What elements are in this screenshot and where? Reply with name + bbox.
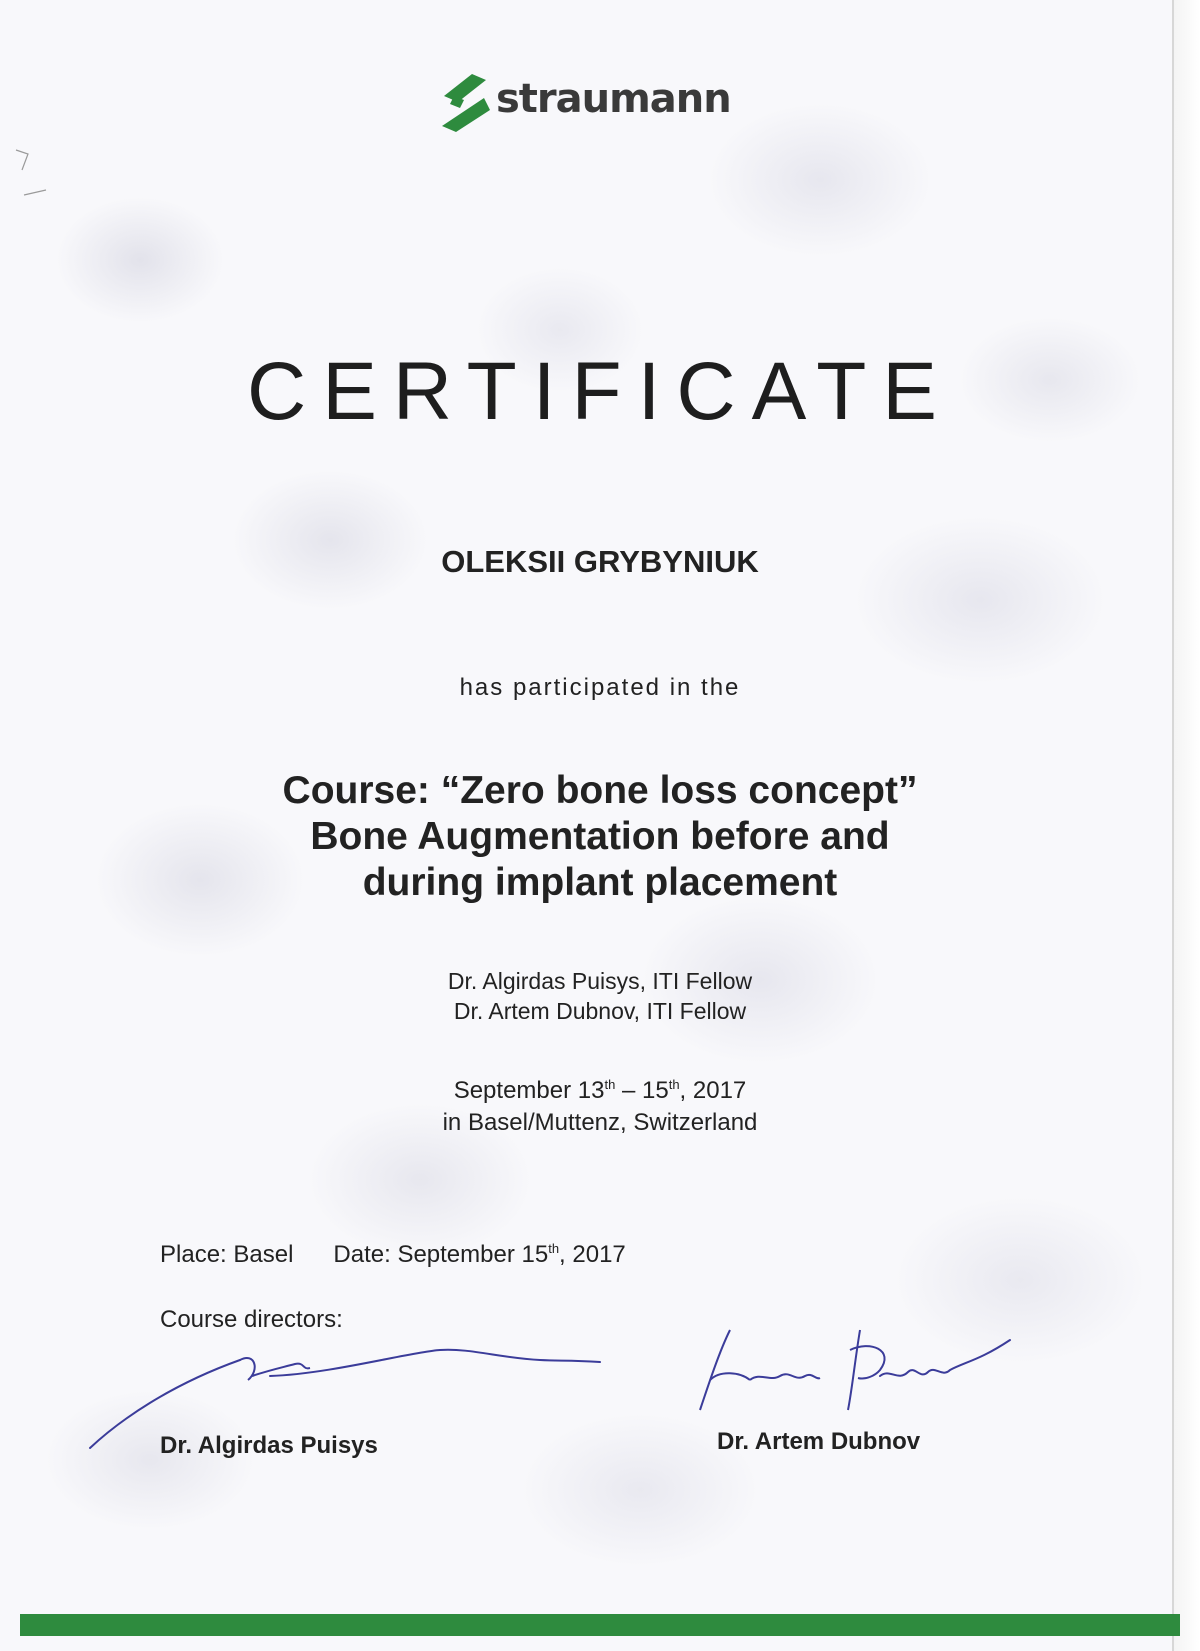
director-1-name: Dr. Algirdas Puisys: [160, 1432, 378, 1459]
course-dates: [0, 1075, 1200, 1139]
course-title-line-1: Course: “Zero bone loss concept”: [282, 769, 918, 812]
course-location: in Basel/Muttenz, Switzerland: [442, 1109, 758, 1136]
certificate-title: CERTIFICATE: [247, 346, 953, 437]
recipient-name: OLEKSII GRYBYNIUK: [441, 544, 759, 579]
course-directors-label: Course directors:: [160, 1306, 343, 1333]
tutor-2: Dr. Artem Dubnov, ITI Fellow: [453, 998, 747, 1024]
course-title-line-3: during implant placement: [362, 861, 838, 904]
participation-text: has participated in the: [459, 674, 741, 701]
tutor-1: Dr. Algirdas Puisys, ITI Fellow: [447, 968, 753, 994]
course-title-line-2: Bone Augmentation before and: [310, 815, 890, 858]
director-2-name: Dr. Artem Dubnov: [717, 1428, 921, 1455]
place-date-line: [160, 1241, 626, 1269]
straumann-logo: [438, 74, 758, 138]
straumann-wordmark: straumann: [496, 76, 731, 122]
footer-green-bar: [20, 1614, 1180, 1636]
tutors-list: [0, 966, 1200, 1026]
paper-scuff-mark: [6, 140, 66, 220]
issue-date: Date: September 15th, 2017: [333, 1241, 626, 1268]
straumann-logo-mark-icon: [438, 74, 490, 138]
course-title: [0, 768, 1200, 906]
place-label: Place: Basel: [160, 1241, 294, 1268]
signature-dubnov: [680, 1310, 1040, 1430]
course-date-range: September 13th – 15th, 2017: [453, 1077, 747, 1104]
